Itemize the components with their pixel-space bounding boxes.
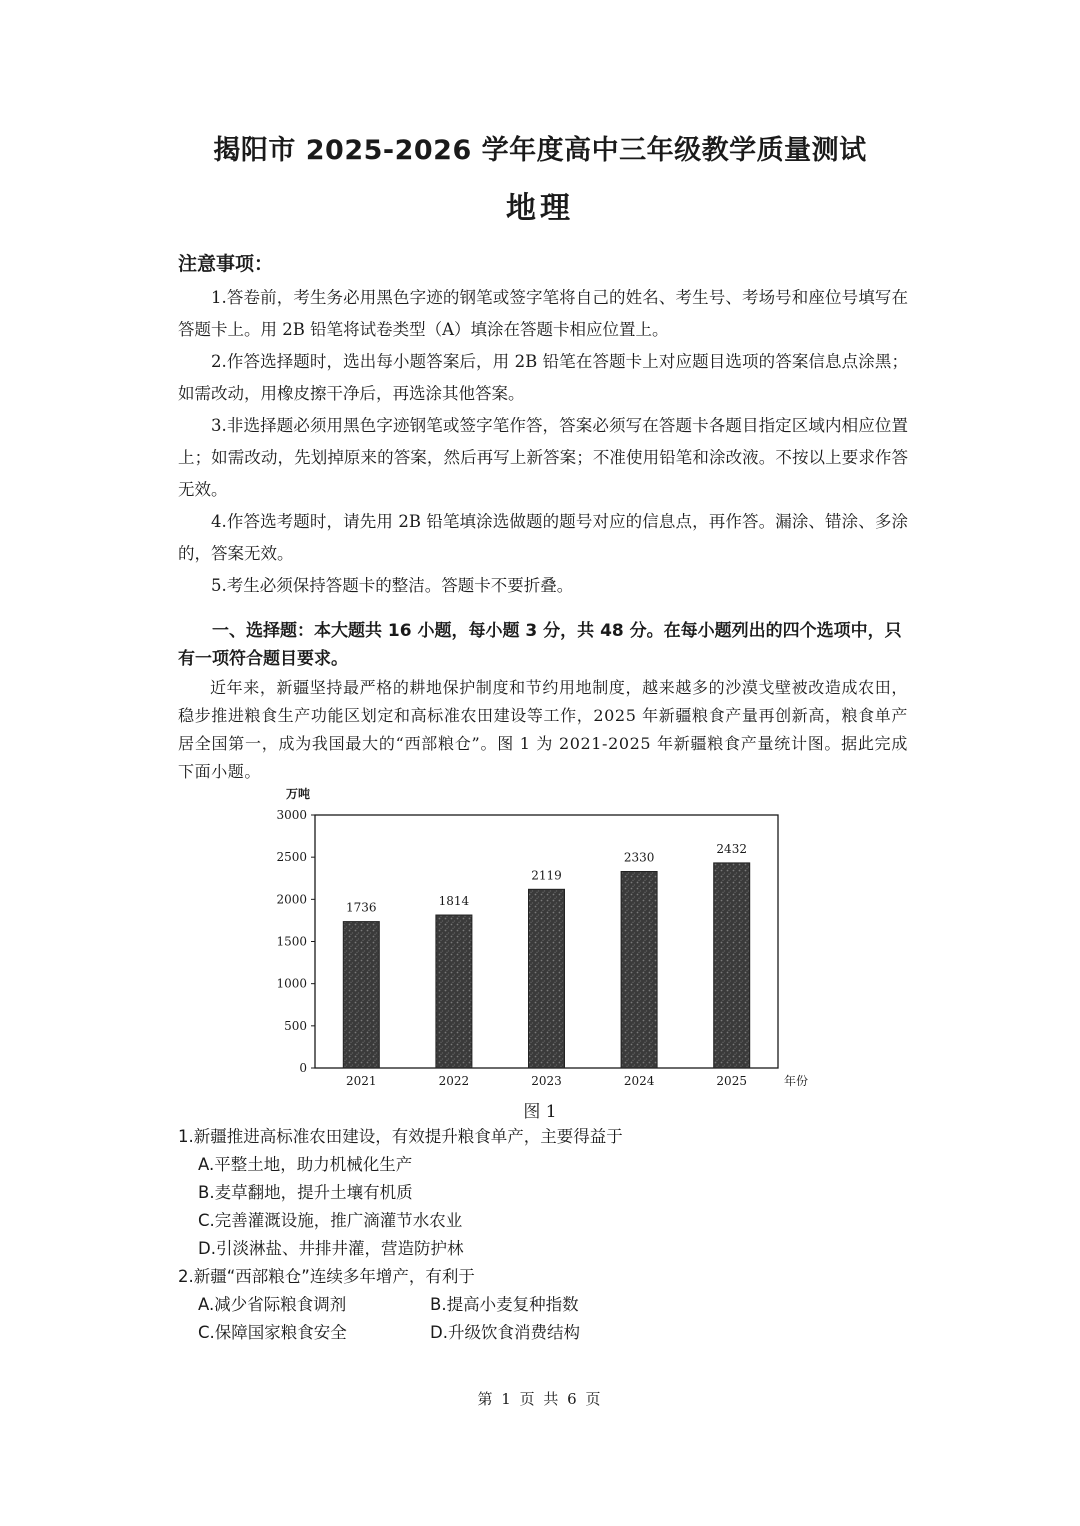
notice-item: 2.作答选择题时，选出每小题答案后，用 2B 铅笔在答题卡上对应题目选项的答案信息点涂黑；如需改动，用橡皮擦干净后，再选涂其他答案。	[178, 352, 908, 403]
question-stem: 1.新疆推进高标准农田建设，有效提升粮食单产，主要得益于	[178, 1127, 623, 1146]
option-a: A.减少省际粮食调剂	[198, 1295, 347, 1314]
exam-title: 揭阳市 2025-2026 学年度高中三年级教学质量测试	[213, 135, 867, 166]
option-d: D.升级饮食消费结构	[430, 1323, 580, 1342]
notice-item: 1.答卷前，考生务必用黑色字迹的钢笔或签字笔将自己的姓名、考生号、考场号和座位号填写在答题卡上。用 2B 铅笔将试卷类型（A）填涂在答题卡相应位置上。	[178, 288, 908, 339]
y-tick-label: 2000	[276, 892, 307, 907]
question-list	[178, 1123, 918, 1347]
x-axis-label: 年份	[784, 1074, 809, 1088]
bar-2025	[714, 863, 750, 1068]
notice-item: 3.非选择题必须用黑色字迹钢笔或签字笔作答，答案必须写在答题卡各题目指定区域内相应位置上；如需改动，先划掉原来的答案，然后再写上新答案；不准使用铅笔和涂改液。不按以上要求作答无效。	[178, 416, 908, 499]
x-tick-label: 2023	[531, 1074, 562, 1088]
notice-heading: 注意事项：	[178, 253, 274, 275]
bar-value-label: 1736	[346, 900, 377, 915]
bar-value-label: 2330	[623, 850, 655, 865]
bar-2022	[436, 915, 472, 1068]
notice-item: 4.作答选考题时，请先用 2B 铅笔填涂选做题的题号对应的信息点，再作答。漏涂、错涂、多涂的，答案无效。	[178, 512, 908, 563]
y-tick-label: 2500	[276, 850, 307, 865]
section-heading: 一、选择题：本大题共 16 小题，每小题 3 分，共 48 分。在每小题列出的四个选项中，只有一项符合题目要求。	[178, 621, 902, 669]
option-row	[178, 1319, 918, 1347]
y-axis-label: 万吨	[286, 787, 311, 801]
bar-2021	[343, 922, 379, 1068]
question-stem: 2.新疆“西部粮仓”连续多年增产，有利于	[178, 1267, 475, 1286]
y-tick-label: 0	[299, 1061, 307, 1075]
option-c: C.保障国家粮食安全	[198, 1323, 347, 1342]
bar-2024	[621, 872, 657, 1068]
y-tick-label: 500	[284, 1018, 307, 1033]
grain-output-chart	[270, 785, 830, 1095]
option-c: C.完善灌溉设施，推广滴灌节水农业	[198, 1211, 463, 1230]
subject-title: 地理	[506, 191, 574, 226]
bar-value-label: 2432	[716, 841, 747, 856]
option-a: A.平整土地，助力机械化生产	[198, 1155, 413, 1174]
bar-value-label: 1814	[438, 894, 470, 909]
bar-2023	[529, 889, 565, 1068]
figure-caption: 图 1	[523, 1102, 557, 1122]
x-tick-label: 2024	[623, 1074, 655, 1088]
question-intro: 近年来，新疆坚持最严格的耕地保护制度和节约用地制度，越来越多的沙漠戈壁被改造成农田，稳步推进粮食生产功能区划定和高标准农田建设等工作，2025 年新疆粮食产量再创新高，粮食单产居全国第一，成为我国最大的“西部粮仓”。图 1 为 2021-2025 年新疆粮食产量统计图。据此完成下面小题。	[178, 678, 908, 781]
bar-value-label: 2119	[531, 868, 562, 883]
notice-item: 5.考生必须保持答题卡的整洁。答题卡不要折叠。	[211, 576, 574, 595]
y-tick-label: 1000	[276, 976, 307, 991]
page-footer: 第 1 页 共 6 页	[477, 1390, 603, 1408]
option-d: D.引淡淋盐、井排井灌，营造防护林	[198, 1239, 464, 1258]
option-b: B.提高小麦复种指数	[430, 1295, 579, 1314]
option-row	[178, 1291, 918, 1319]
notice-list	[178, 282, 908, 602]
x-tick-label: 2025	[716, 1074, 747, 1088]
option-b: B.麦草翻地，提升土壤有机质	[198, 1183, 413, 1202]
x-tick-label: 2021	[346, 1074, 377, 1088]
y-tick-label: 3000	[276, 808, 307, 822]
y-tick-label: 1500	[276, 934, 307, 949]
x-tick-label: 2022	[438, 1074, 470, 1088]
